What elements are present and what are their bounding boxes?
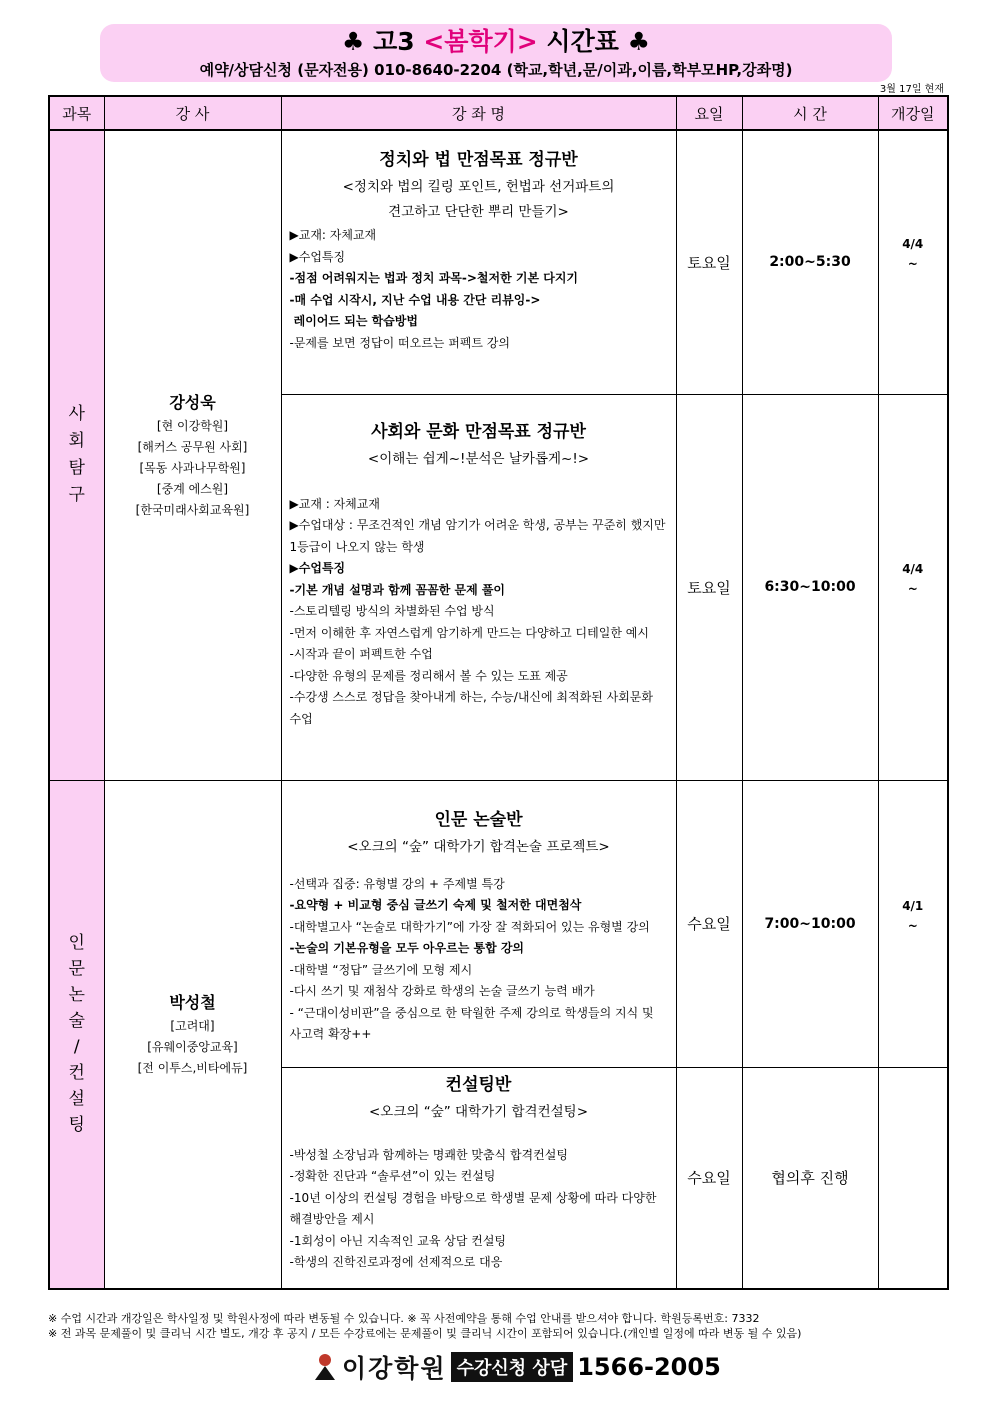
- course-title: 인문 논술반: [434, 809, 523, 830]
- course-title: 사회와 문화 만점목표 정규반: [371, 421, 586, 442]
- start-cell: 4/1 ~: [878, 780, 948, 1067]
- start-cell: [878, 1067, 948, 1289]
- day-cell: 토요일: [676, 130, 742, 394]
- logo-phone: 1566-2005: [577, 1353, 721, 1381]
- course-cell: 사회와 문화 만점목표 정규반 <이해는 쉽게~!분석은 날카롭게~!> ▶교재 : 자체교재 ▶수업대상 : 무조건적인 개념 암기가 어려운 학생, 공부는 꾸준히 했지만 1등급이 나오지 않는 학생 ▶수업특징 -기본 개념 설명과 함께 꼼꼼한 문제 풀이 -스토리텔링 방식의 차별화된 수업 방식 -먼저 이해한 후 자연스럽게 암기하게 만드는 다양하고 디테일한 예시 -시작과 끝이 퍼펙트한 수업 -다양한 유형의 문제를 정리해서 볼 수 있는 도표 제공 -수강생 스스로 정답을 찾아내게 하는, 수능/내신에 최적화된 사회문화 수업: [281, 394, 676, 780]
- teacher-name: 박성철: [169, 992, 216, 1012]
- table-row: [49, 130, 948, 394]
- logo-tag: 수강신청 상담: [451, 1352, 574, 1382]
- course-cell: 정치와 법 만점목표 정규반 <정치와 법의 킬링 포인트, 헌법과 선거파트의 견고하고 단단한 뿌리 만들기> ▶교재: 자체교재 ▶수업특징 -점점 어려워지는 법과 정치 과목->철저한 기본 다지기 -매 수업 시작시, 지난 수업 내용 간단 리뷰잉-> 레이어드 되는 학습방법 -문제를 보면 정답이 떠오르는 퍼펙트 강의: [281, 130, 676, 394]
- page-title: ♣ 고3 <봄학기> 시간표 ♣: [341, 27, 650, 56]
- course-title: 컨설팅반: [445, 1074, 512, 1095]
- header-row: [49, 96, 948, 130]
- timetable: [48, 95, 949, 1290]
- time-cell: 7:00~10:00: [742, 780, 878, 1067]
- as-of-date: 3월 17일 현재: [879, 84, 944, 95]
- teacher-cell: 박성철 [고려대] [유웨이중앙교육] [전 이투스,비타에듀]: [104, 780, 281, 1289]
- logo-name: 이강학원: [342, 1354, 447, 1383]
- subject-cell: 인 문 논 술 / 컨 설 팅: [49, 780, 104, 1289]
- footnote-2: ※ 전 과목 문제풀이 및 클리닉 시간 별도, 개강 후 공지 / 모든 수강료에는 문제풀이 및 클리닉 시간이 포함되어 있습니다.(개인별 일정에 따라 변동 될 수 있음): [48, 1326, 802, 1340]
- course-cell: 컨설팅반 <오크의 “숲” 대학가기 합격컨설팅> -박성철 소장님과 함께하는 명쾌한 맞춤식 합격컨설팅 -정확한 진단과 “솔루션”이 있는 컨설팅 -10년 이상의 컨설팅 경험을 바탕으로 학생별 문제 상황에 따라 다양한 해결방안을 제시 -1회성이 아닌 지속적인 교육 상담 컨설팅 -학생의 진학진로과정에 선제적으로 대응: [281, 1067, 676, 1289]
- teacher-name: 강성욱: [169, 392, 216, 412]
- title-banner: [100, 24, 892, 82]
- subject-cell: 사 회 탐 구: [49, 130, 104, 780]
- col-teacher: 강 사: [104, 96, 281, 130]
- time-cell: 협의후 진행: [742, 1067, 878, 1289]
- footnote-1: ※ 수업 시간과 개강일은 학사일정 및 학원사정에 따라 변동될 수 있습니다. ※ 꼭 사전예약을 통해 수업 안내를 받으셔야 합니다. 학원등록번호: 7332: [48, 1312, 760, 1325]
- academy-logo: [312, 1350, 721, 1384]
- course-cell: 인문 논술반 <오크의 “숲” 대학가기 합격논술 프로젝트> -선택과 집중: 유형별 강의 + 주제별 특강 -요약형 + 비교형 중심 글쓰기 숙제 및 철저한 대면첨삭 -대학별고사 “논술로 대학가기”에 가장 잘 적화되어 있는 유형별 강의 -논술의 기본유형을 모두 아우르는 통합 강의 -대학별 “정답” 글쓰기에 모형 제시 -다시 쓰기 및 재첨삭 강화로 학생의 논술 글쓰기 능력 배가 - “근대이성비판”을 중심으로 한 탁월한 주제 강의로 학생들의 지식 및 사고력 확장++: [281, 780, 676, 1067]
- start-cell: 4/4 ~: [878, 394, 948, 780]
- footnotes: [48, 1312, 948, 1341]
- contact-line: 예약/상담신청 (문자전용) 010-8640-2204 (학교,학년,문/이과,이름,학부모HP,강좌명): [199, 61, 793, 79]
- course-title: 정치와 법 만점목표 정규반: [379, 150, 578, 170]
- col-course: 강 좌 명: [281, 96, 676, 130]
- day-cell: 수요일: [676, 780, 742, 1067]
- time-cell: 2:00~5:30: [742, 130, 878, 394]
- col-day: 요일: [676, 96, 742, 130]
- col-start: 개강일: [878, 96, 948, 130]
- table-row: [49, 780, 948, 1067]
- day-cell: 수요일: [676, 1067, 742, 1289]
- col-subject: 과목: [49, 96, 104, 130]
- start-cell: 4/4 ~: [878, 130, 948, 394]
- day-cell: 토요일: [676, 394, 742, 780]
- time-cell: 6:30~10:00: [742, 394, 878, 780]
- teacher-cell: 강성욱 [현 이강학원] [해커스 공무원 사회] [목동 사과나무학원] [중계 에스원] [한국미래사회교육원]: [104, 130, 281, 780]
- col-time: 시 간: [742, 96, 878, 130]
- logo-emblem-icon: [312, 1352, 338, 1382]
